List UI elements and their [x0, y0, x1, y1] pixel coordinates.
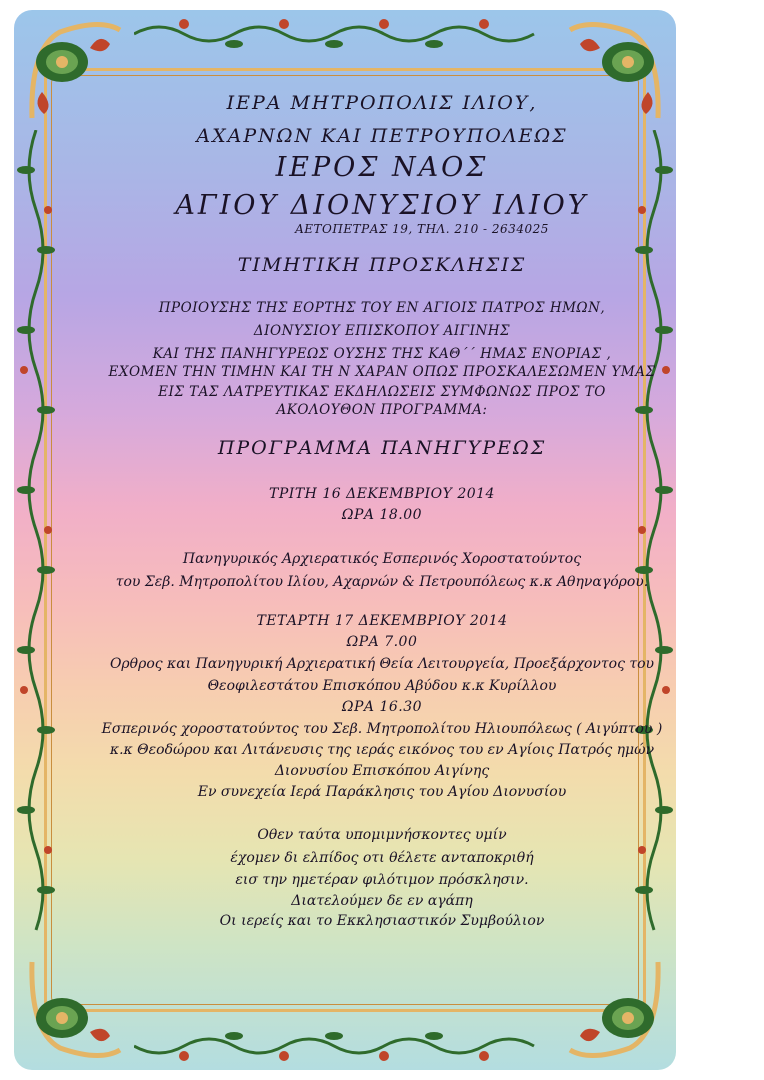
day1-service-line: Πανηγυρικός Αρχιερατικός Εσπερινός Χοροστατούντος: [182, 551, 582, 567]
metropolis-line-1: ΙΕΡΑ ΜΗΤΡΟΠΟΛΙΣ ΙΛΙΟΥ,: [226, 92, 538, 114]
day1-service-line: του Σεβ. Μητροπολίτου Ιλίου, Αχαρνών & Πετρουπόλεως κ.κ Αθηναγόρου.: [115, 574, 649, 590]
invitation-text-line: ΔΙΟΝΥΣΙΟΥ ΕΠΙΣΚΟΠΟΥ ΑΙΓΙΝΗΣ: [253, 323, 511, 339]
day2-date: ΤΕΤΑΡΤΗ 17 ΔΕΚΕΜΒΡΙΟΥ 2014: [256, 613, 508, 629]
day2-service-line: Ορθρος και Πανηγυρική Αρχιερατική Θεία Λειτουργεία, Προεξάρχοντος του: [109, 656, 655, 672]
day2-service-line: Θεοφιλεστάτου Επισκόπου Αβύδου κ.κ Κυρίλλου: [207, 678, 557, 694]
metropolis-line-2: ΑΧΑΡΝΩΝ ΚΑΙ ΠΕΤΡΟΥΠΟΛΕΩΣ: [196, 125, 568, 147]
naos-line-2: ΑΓΙΟΥ ΔΙΟΝΥΣΙΟΥ ΙΛΙΟΥ: [175, 190, 589, 221]
day1-date: ΤΡΙΤΗ 16 ΔΕΚΕΜΒΡΙΟΥ 2014: [269, 486, 495, 502]
invitation-text-line: ΕΙΣ ΤΑΣ ΛΑΤΡΕΥΤΙΚΑΣ ΕΚΔΗΛΩΣΕΙΣ ΣΥΜΦΩΝΩΣ ΠΡΟΣ ΤΟ: [158, 384, 606, 400]
closing-line: Διατελούμεν δε εν αγάπη: [291, 893, 473, 909]
day1-time: ΩΡΑ 18.00: [341, 507, 423, 523]
day2-service-line: Εν συνεχεία Ιερά Παράκλησις του Αγίου Διονυσίου: [197, 784, 567, 800]
invitation-text-line: ΠΡΟΙΟΥΣΗΣ ΤΗΣ ΕΟΡΤΗΣ ΤΟΥ ΕΝ ΑΓΙΟΙΣ ΠΑΤΡΟΣ ΗΜΩΝ,: [158, 300, 606, 316]
invitation-text-line: ΑΚΟΛΟΥΘΟΝ ΠΡΟΓΡΑΜΜΑ:: [276, 402, 488, 418]
invitation-title: ΤΙΜΗΤΙΚΗ ΠΡΟΣΚΛΗΣΙΣ: [237, 254, 527, 276]
day2-morning-time: ΩΡΑ 7.00: [346, 634, 418, 650]
invitation-text-line: ΚΑΙ ΤΗΣ ΠΑΝΗΓΥΡΕΩΣ ΟΥΣΗΣ ΤΗΣ ΚΑΘ΄΄ ΗΜΑΣ ΕΝΟΡΙΑΣ ,: [152, 346, 612, 362]
invitation-text-line: ΕΧΟΜΕΝ ΤΗΝ ΤΙΜΗΝ ΚΑΙ ΤΗ Ν ΧΑΡΑΝ ΟΠΩΣ ΠΡΟΣΚΑΛΕΣΩΜΕΝ ΥΜΑΣ: [108, 364, 656, 380]
address-line: ΑΕΤΟΠΕΤΡΑΣ 19, ΤΗΛ. 210 - 2634025: [295, 222, 549, 236]
day2-service-line: Διονυσίου Επισκόπου Αιγίνης: [274, 763, 490, 779]
closing-signature: Οι ιερείς και το Εκκλησιαστικόν Συμβούλιον: [219, 913, 545, 929]
day2-evening-time: ΩΡΑ 16.30: [341, 699, 423, 715]
day2-service-line: Εσπερινός χοροστατούντος του Σεβ. Μητροπολίτου Ηλιουπόλεως ( Αιγύπτου ): [101, 721, 663, 737]
program-title: ΠΡΟΓΡΑΜΜΑ ΠΑΝΗΓΥΡΕΩΣ: [217, 437, 547, 459]
closing-line: έχομεν δι ελπίδος οτι θέλετε ανταποκριθή: [230, 850, 534, 866]
naos-line-1: ΙΕΡΟΣ ΝΑΟΣ: [275, 152, 489, 183]
closing-line: εισ την ημετέραν φιλότιμον πρόσκλησιν.: [235, 872, 529, 888]
closing-line: Οθεν ταύτα υπομιμνήσκοντες υμίν: [257, 827, 507, 843]
day2-service-line: κ.κ Θεοδώρου και Λιτάνευσις της ιεράς εικόνος του εν Αγίοις Πατρός ημών: [109, 742, 655, 758]
